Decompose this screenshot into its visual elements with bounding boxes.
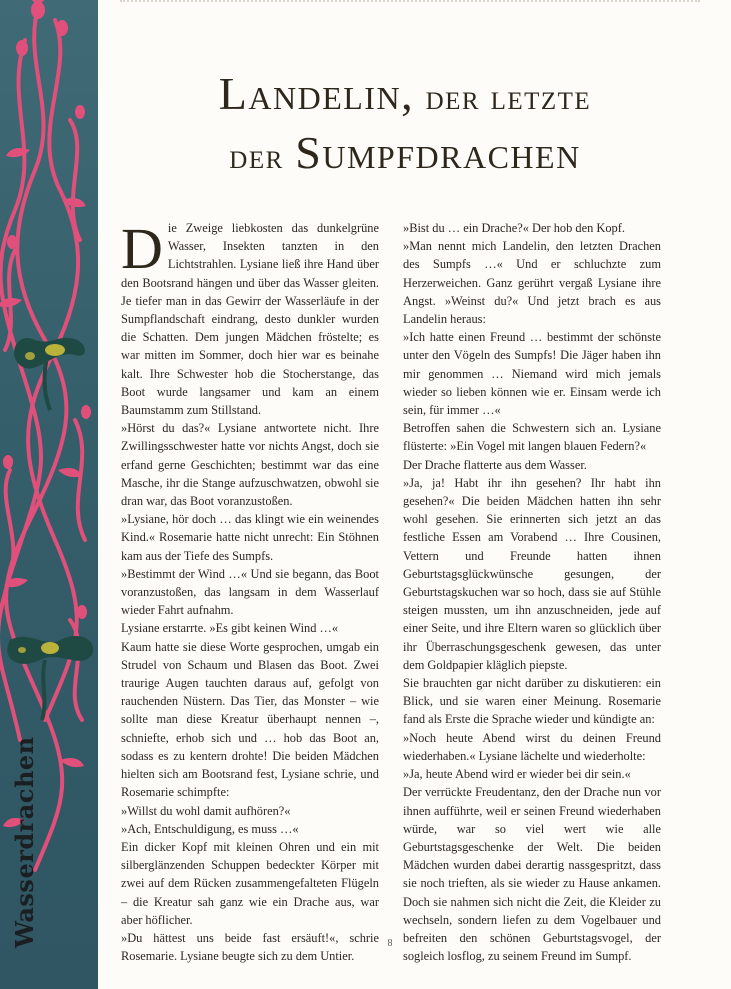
story-paragraph: Betroffen sahen die Schwestern sich an. Lysiane flüsterte: »Ein Vogel mit langen blauen Federn?«: [403, 421, 661, 454]
story-paragraph: »Ja, heute Abend wird er wieder bei dir sein.«: [403, 767, 631, 782]
page-number: 8: [387, 938, 393, 949]
story-paragraph: »Lysiane, hör doch … das klingt wie ein weinendes Kind.« Rosemarie hatte nicht unrecht: Ein Stöhnen kam aus der Tiefe des Sumpfs.: [121, 512, 379, 563]
story-paragraph: »Ja, ja! Habt ihr ihn gesehen? Ihr habt ihn gesehen?« Die beiden Mädchen hatten ihn sehr wohl gesehen. Sie erinnerten sich jetzt an das festliche Essen am Vorabend … Ihre Cousinen, Vettern und Freunde hatten ihnen Geburtstagsglückwünsche gesungen, der Geburtstagskuchen war so hoch, dass sie auf Stühle steigen mussten, um ihn anzuschneiden, jede auf einer Seite, und ihre Eltern waren so glücklich über ihr Überraschungsgeschenk gewesen, das unter dem Goldpapier kläglich piepste.: [403, 475, 661, 672]
story-column-left: [121, 216, 379, 965]
story-paragraph: »Bist du … ein Drache?« Der hob den Kopf.: [403, 221, 625, 235]
side-illustration-panel: [0, 0, 98, 989]
story-paragraph: »Du hättest uns beide fast ersäuft!«, schrie Rosemarie. Lysiane beugte sich zu dem Untier.: [121, 930, 379, 964]
title-word-sumpfdrachen: Sumpfdrachen: [295, 127, 581, 178]
story-paragraph: »Ich hatte einen Freund … bestimmt der schönste unter den Vögeln des Sumpfs! Die Jäger haben ihn mir genommen … Niemand wird mich jemals wieder so lieben können wie er. Einsam werde ich sein, für immer …«: [403, 330, 661, 418]
title-phrase-der-letzte: der letzte: [425, 77, 592, 117]
story-paragraph: »Man nennt mich Landelin, den letzten Drachen des Sumpfs …« Und er schluchzte zum Herzerweichen. Ganz gerührt vergaß Lysiane ihre Angst. »Weinst du?« Und jetzt brach es aus Landelin heraus:: [403, 239, 661, 327]
title-word-der: der: [229, 136, 284, 176]
chapter-side-label: Wasserdrachen: [10, 736, 39, 948]
story-paragraph: »Willst du wohl damit aufhören?«: [121, 803, 291, 818]
title-word-landelin: Landelin,: [218, 68, 415, 119]
story-paragraph: Die Zweige liebkosten das dunkelgrüne Wasser, Insekten tanzten in den Lichtstrahlen. Lysiane ließ ihre Hand über den Bootsrand hängen und über das Wasser gleiten. Je tiefer man in das Gewirr der Wasserläufe in der Sumpflandschaft eindrang, desto dunkler wurden die Schatten. Dem jungen Mädchen fröstelte; es war mitten im Sommer, doch hier war es beinahe kalt. Ihre Schwester hob die Stocherstange, das Boot wurde langsamer und kam an einem Baumstamm zum Stillstand.: [121, 216, 379, 418]
story-paragraph: Sie brauchten gar nicht darüber zu diskutieren: ein Blick, und sie waren einer Meinung. Rosemarie fand als Erste die Sprache wieder und kündigte an:: [403, 676, 661, 727]
story-paragraph: Kaum hatte sie diese Worte gesprochen, umgab ein Strudel von Schaum und Blasen das Boot. Zwei traurige Augen tauchten daraus auf, gefolgt von rauchenden Nüstern. Das Tier, das Monster – wie sollte man diese Kreatur überhaupt nennen –, schniefte, erhob sich und … hob das Boot an, sodass es zu kentern drohte! Die beiden Mädchen hielten sich am Bootsrand fest, Lysiane schrie, und Rosemarie schimpfte:: [121, 639, 379, 800]
story-paragraph: »Bestimmt der Wind …« Und sie begann, das Boot voranzustoßen, das langsam in dem Wasserlauf wieder Fahrt aufnahm.: [121, 566, 379, 618]
story-paragraph: Lysiane erstarrte. »Es gibt keinen Wind …«: [121, 621, 339, 636]
story-paragraph: »Hörst du das?« Lysiane antwortete nicht. Ihre Zwillingsschwester hatte vor nichts Angst, doch sie erfand gerne Geschichten; bestimmt war das eine Masche, ihr die Stange aufzuschwatzen, obwohl sie dran war, das Boot voranzustoßen.: [121, 421, 379, 509]
story-paragraph: »Ach, Entschuldigung, es muss …«: [121, 821, 299, 836]
story-paragraph: Ein dicker Kopf mit kleinen Ohren und ein mit silberglänzenden Schuppen bedeckter Körper mit zwei auf dem Rücken zusammengefalteten Flügeln – die Kreatur sah ganz wie ein Drache aus, war aber höflicher.: [121, 839, 379, 927]
top-edge-bleed: [120, 0, 700, 6]
story-paragraph: »Noch heute Abend wirst du deinen Freund wiederhaben.« Lysiane lächelte und wiederholte:: [403, 730, 661, 763]
story-column-right: [403, 219, 661, 965]
story-title: [110, 66, 700, 184]
drop-cap: D: [121, 216, 163, 281]
story-paragraph: Der verrückte Freudentanz, den der Drache nun vor ihnen aufführte, weil er seinen Freund wiederhaben würde, war so viel wert wie alle Geburtstagsgeschenke der Welt. Die beiden Mädchen wurden dabei derartig nassgespritzt, dass sie noch trieften, als sie wieder zu Hause ankamen. Doch sie nahmen sich nicht die Zeit, die Kleider zu wechseln, sondern liefen zu dem Vogelbauer und befreiten den schönen Geburtstagsvogel, der sogleich losflog, zu seinem Freund im Sumpf.: [403, 785, 661, 964]
story-paragraph: Der Drache flatterte aus dem Wasser.: [403, 457, 587, 472]
